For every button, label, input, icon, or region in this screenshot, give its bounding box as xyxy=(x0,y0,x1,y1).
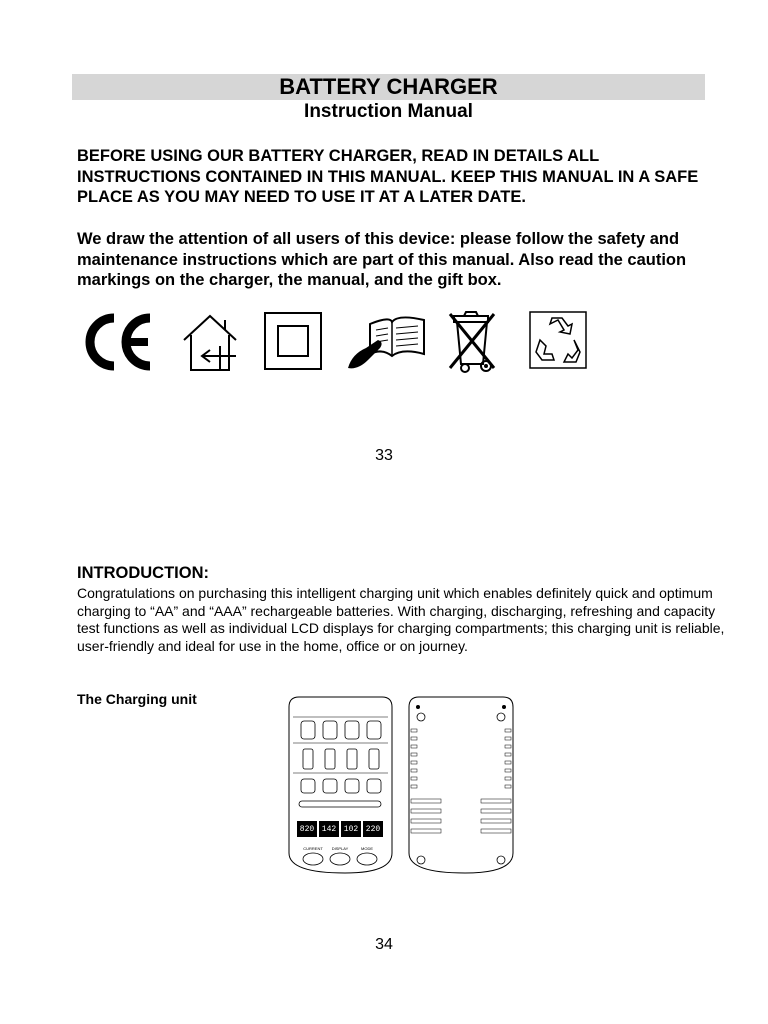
weee-crossed-bin-icon xyxy=(448,310,498,374)
ce-mark-icon xyxy=(80,310,158,374)
charger-front-view xyxy=(289,697,392,873)
recycle-icon xyxy=(528,310,588,370)
page-number: 33 xyxy=(375,447,393,464)
warning-paragraph-1: BEFORE USING OUR BATTERY CHARGER, READ IN DETAILS ALL INSTRUCTIONS CONTAINED IN THIS MANUAL. KEEP THIS MANUAL IN A SAFE PLACE AS YOU MAY NEED TO USE IT AT A LATER DATE. xyxy=(77,147,699,206)
safety-symbols-row xyxy=(80,310,600,374)
button-label-display: DISPLAY xyxy=(331,846,349,851)
warning-paragraph-2: We draw the attention of all users of this device: please follow the safety and maintenance instructions which are part of this manual. Also read the caution markings on the charger, the manual, and the gift box. xyxy=(77,230,687,289)
double-insulation-icon xyxy=(262,310,324,372)
page-number: 34 xyxy=(375,936,393,953)
charging-unit-label: The Charging unit xyxy=(77,691,197,707)
document-subtitle: Instruction Manual xyxy=(304,101,473,122)
lcd-value-3: 102 xyxy=(343,825,359,834)
charger-back-view xyxy=(409,697,513,873)
charging-unit-figure xyxy=(285,695,520,880)
indoor-use-house-icon xyxy=(180,310,240,374)
section-heading: INTRODUCTION: xyxy=(77,564,209,582)
lcd-value-1: 820 xyxy=(299,825,315,834)
button-label-current: CURRENT xyxy=(303,846,323,851)
document-title: BATTERY CHARGER xyxy=(279,74,498,99)
button-label-mode: MODE xyxy=(361,846,373,851)
read-manual-icon xyxy=(346,310,426,372)
title-bar xyxy=(72,74,705,100)
lcd-value-2: 142 xyxy=(321,825,337,834)
lcd-value-4: 220 xyxy=(365,825,381,834)
introduction-text: Congratulations on purchasing this intelligent charging unit which enables definitely quick and optimum charging to “AA” and “AAA” rechargeable batteries. With charging, discharging, refreshing and capacity test functions as well as individual LCD displays for charging compartments; this charging unit is reliable, user-friendly and ideal for use in the home, office or on journey. xyxy=(77,585,725,654)
